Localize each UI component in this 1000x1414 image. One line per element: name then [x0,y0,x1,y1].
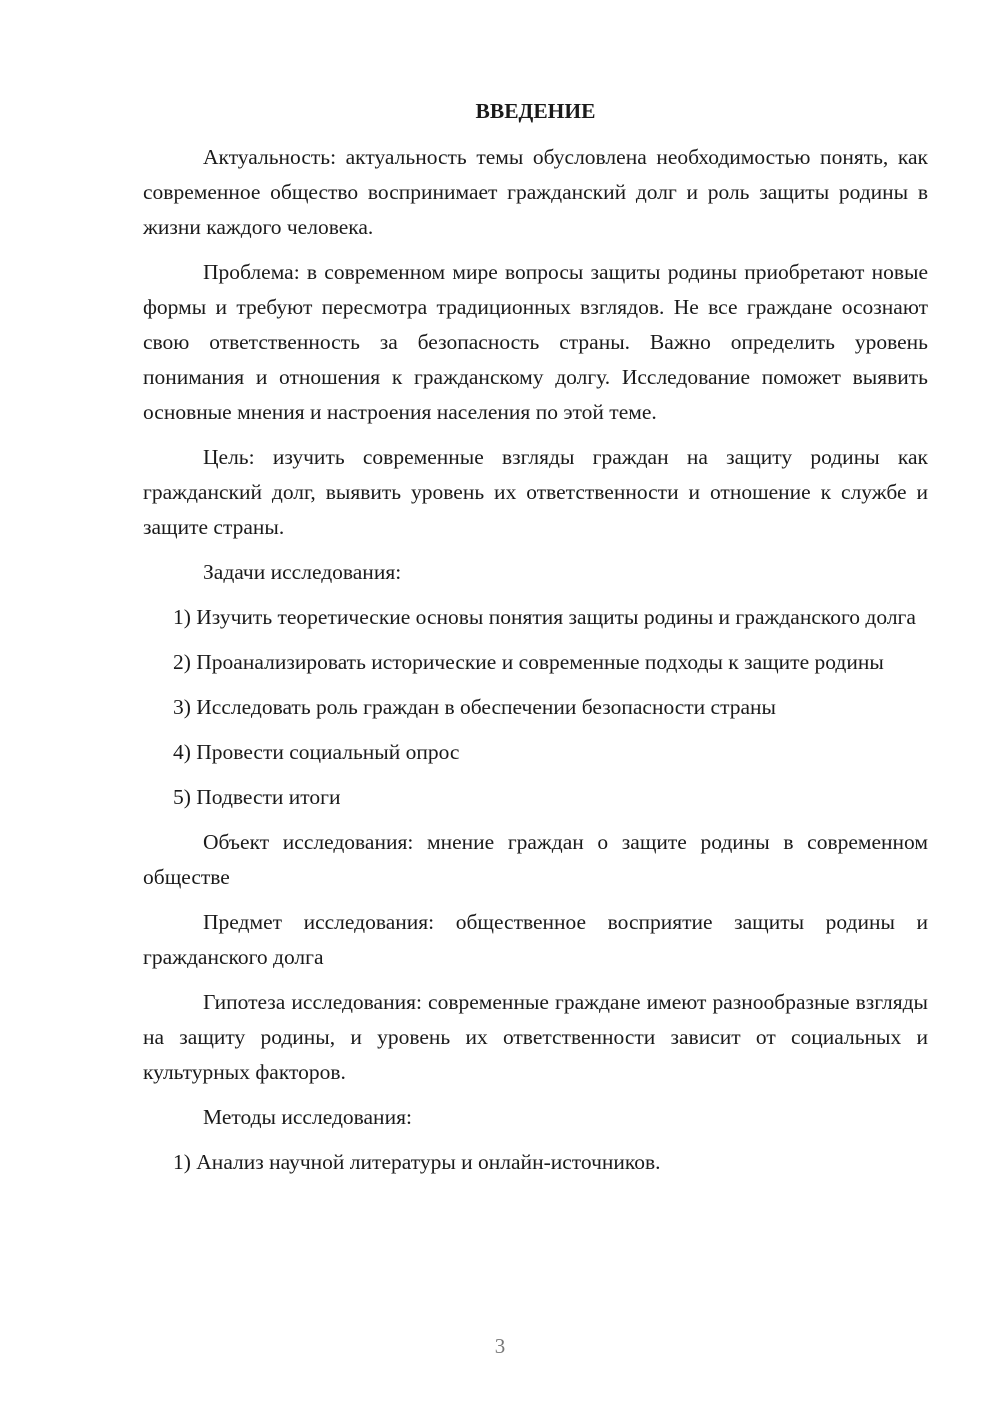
task-item: 4) Провести социальный опрос [173,740,460,764]
section-heading: ВВЕДЕНИЕ [475,99,596,123]
hypothesis-paragraph: Гипотеза исследования: современные граждане имеют разнообразные взгляды на защиту родины, и уровень их ответственности зависит от социальных и культурных факторов. [143,990,928,1084]
goal-paragraph: Цель: изучить современные взгляды граждан на защиту родины как гражданский долг, выявить уровень их ответственности и отношение к службе и защите страны. [143,445,928,539]
subject-paragraph: Предмет исследования: общественное восприятие защиты родины и гражданского долга [143,910,928,969]
methods-title: Методы исследования: [203,1105,412,1129]
object-paragraph: Объект исследования: мнение граждан о защите родины в современном обществе [143,830,928,889]
relevance-paragraph: Актуальность: актуальность темы обусловлена необходимостью понять, как современное общество воспринимает гражданский долг и роль защиты родины в жизни каждого человека. [143,145,928,239]
task-item: 5) Подвести итоги [173,785,341,809]
tasks-title: Задачи исследования: [203,560,402,584]
document-page [143,96,928,1190]
method-item: 1) Анализ научной литературы и онлайн-источников. [173,1150,661,1174]
task-item: 3) Исследовать роль граждан в обеспечении безопасности страны [173,695,776,719]
problem-paragraph: Проблема: в современном мире вопросы защиты родины приобретают новые формы и требуют пересмотра традиционных взглядов. Не все граждане осознают свою ответственность за безопасность страны. Важно определить уровень понимания и отношения к гражданскому долгу. Исследование поможет выявить основные мнения и настроения населения по этой теме. [143,260,928,424]
task-item: 2) Проанализировать исторические и современные подходы к защите родины [173,650,884,674]
page-number: 3 [494,1334,506,1358]
task-item: 1) Изучить теоретические основы понятия защиты родины и гражданского долга [173,605,916,629]
